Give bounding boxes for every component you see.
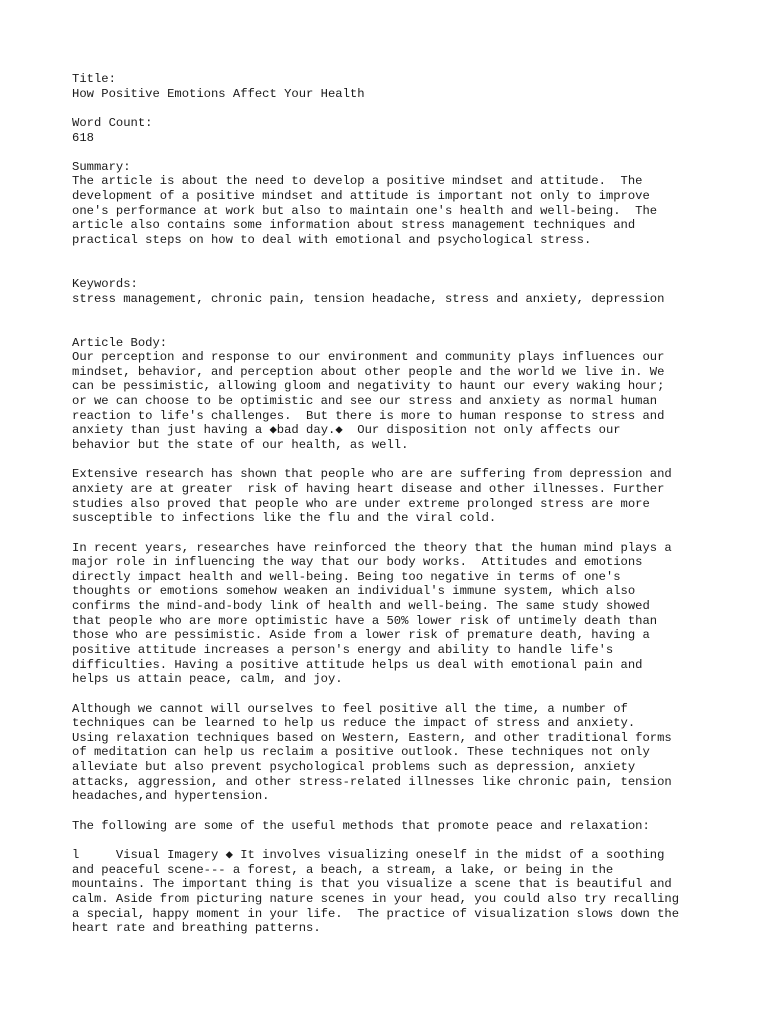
text-line: helps us attain peace, calm, and joy. <box>72 672 343 687</box>
text-line: heart rate and breathing patterns. <box>72 921 321 936</box>
text-line: techniques can be learned to help us reduce the impact of stress and anxiety. <box>72 716 636 731</box>
text-line: or we can choose to be optimistic and see our stress and anxiety as normal human <box>72 394 658 409</box>
text-line: Title: <box>72 72 116 86</box>
text-line: Summary: <box>72 159 131 174</box>
blank-line <box>72 262 722 277</box>
text-line: attacks, aggression, and other stress-related illnesses like chronic pain, tension <box>72 774 672 789</box>
text-line: confirms the mind-and-body link of health and well-being. The same study showed <box>72 599 650 614</box>
text-line: Word Count: <box>72 115 153 130</box>
text-line: studies also proved that people who are under extreme prolonged stress are more <box>72 496 650 511</box>
text-line: a special, happy moment in your life. The practice of visualization slows down the <box>72 906 680 921</box>
text-line: Our perception and response to our environment and community plays influences our <box>72 350 665 365</box>
text-line: Article Body: <box>72 335 168 350</box>
blank-line <box>72 248 722 263</box>
text-line: and peaceful scene--- a forest, a beach, a stream, a lake, or being in the <box>72 862 614 877</box>
text-line: Keywords: <box>72 276 138 291</box>
text-line: one's performance at work but also to maintain one's health and well-being. The <box>72 203 658 218</box>
blank-line <box>72 833 722 848</box>
text-line: positive attitude increases a person's energy and ability to handle life's <box>72 642 614 657</box>
text-line: can be pessimistic, allowing gloom and negativity to haunt our every waking hour; <box>72 379 665 394</box>
blank-line <box>72 145 722 160</box>
text-line: mountains. The important thing is that you visualize a scene that is beautiful and <box>72 877 672 892</box>
text-line: In recent years, researches have reinforced the theory that the human mind plays a <box>72 540 672 555</box>
text-line: behavior but the state of our health, as well. <box>72 438 409 453</box>
document-page <box>72 72 722 936</box>
text-line: mindset, behavior, and perception about other people and the world we live in. We <box>72 364 665 379</box>
text-line: anxiety than just having a ◆bad day.◆ Our disposition not only affects our <box>72 423 621 438</box>
text-line: directly impact health and well-being. Being too negative in terms of one's <box>72 569 621 584</box>
text-line: major role in influencing the way that our body works. Attitudes and emotions <box>72 555 643 570</box>
text-line: that people who are more optimistic have a 50% lower risk of untimely death than <box>72 613 658 628</box>
text-line: practical steps on how to deal with emotional and psychological stress. <box>72 233 592 248</box>
blank-line <box>72 453 722 468</box>
blank-line <box>72 101 722 116</box>
blank-line <box>72 687 722 702</box>
text-line: anxiety are at greater risk of having heart disease and other illnesses. Further <box>72 481 665 496</box>
text-line: those who are pessimistic. Aside from a lower risk of premature death, having a <box>72 628 650 643</box>
text-line: How Positive Emotions Affect Your Health <box>72 86 365 101</box>
text-line: susceptible to infections like the flu and the viral cold. <box>72 511 497 526</box>
blank-line <box>72 321 722 336</box>
text-line: reaction to life's challenges. But there is more to human response to stress and <box>72 408 665 423</box>
text-line: headaches,and hypertension. <box>72 789 270 804</box>
text-line: Extensive research has shown that people who are are suffering from depression and <box>72 467 672 482</box>
text-line: Although we cannot will ourselves to feel positive all the time, a number of <box>72 701 628 716</box>
text-line: article also contains some information about stress management techniques and <box>72 218 636 233</box>
text-line: of meditation can help us reclaim a positive outlook. These techniques not only <box>72 745 650 760</box>
text-line: calm. Aside from picturing nature scenes in your head, you could also try recalling <box>72 891 680 906</box>
text-line: The article is about the need to develop a positive mindset and attitude. The <box>72 174 643 189</box>
text-line: development of a positive mindset and attitude is important not only to improve <box>72 189 650 204</box>
text-line: l Visual Imagery ◆ It involves visualizing oneself in the midst of a soothing <box>72 847 665 862</box>
text-line: 618 <box>72 130 94 145</box>
text-line: stress management, chronic pain, tension headache, stress and anxiety, depression <box>72 291 665 306</box>
text-line: difficulties. Having a positive attitude helps us deal with emotional pain and <box>72 657 643 672</box>
blank-line <box>72 526 722 541</box>
text-line: thoughts or emotions somehow weaken an individual's immune system, which also <box>72 584 636 599</box>
text-line: Using relaxation techniques based on Western, Eastern, and other traditional forms <box>72 730 672 745</box>
text-line: alleviate but also prevent psychological problems such as depression, anxiety <box>72 760 636 775</box>
blank-line <box>72 306 722 321</box>
blank-line <box>72 804 722 819</box>
text-line: The following are some of the useful methods that promote peace and relaxation: <box>72 818 650 833</box>
